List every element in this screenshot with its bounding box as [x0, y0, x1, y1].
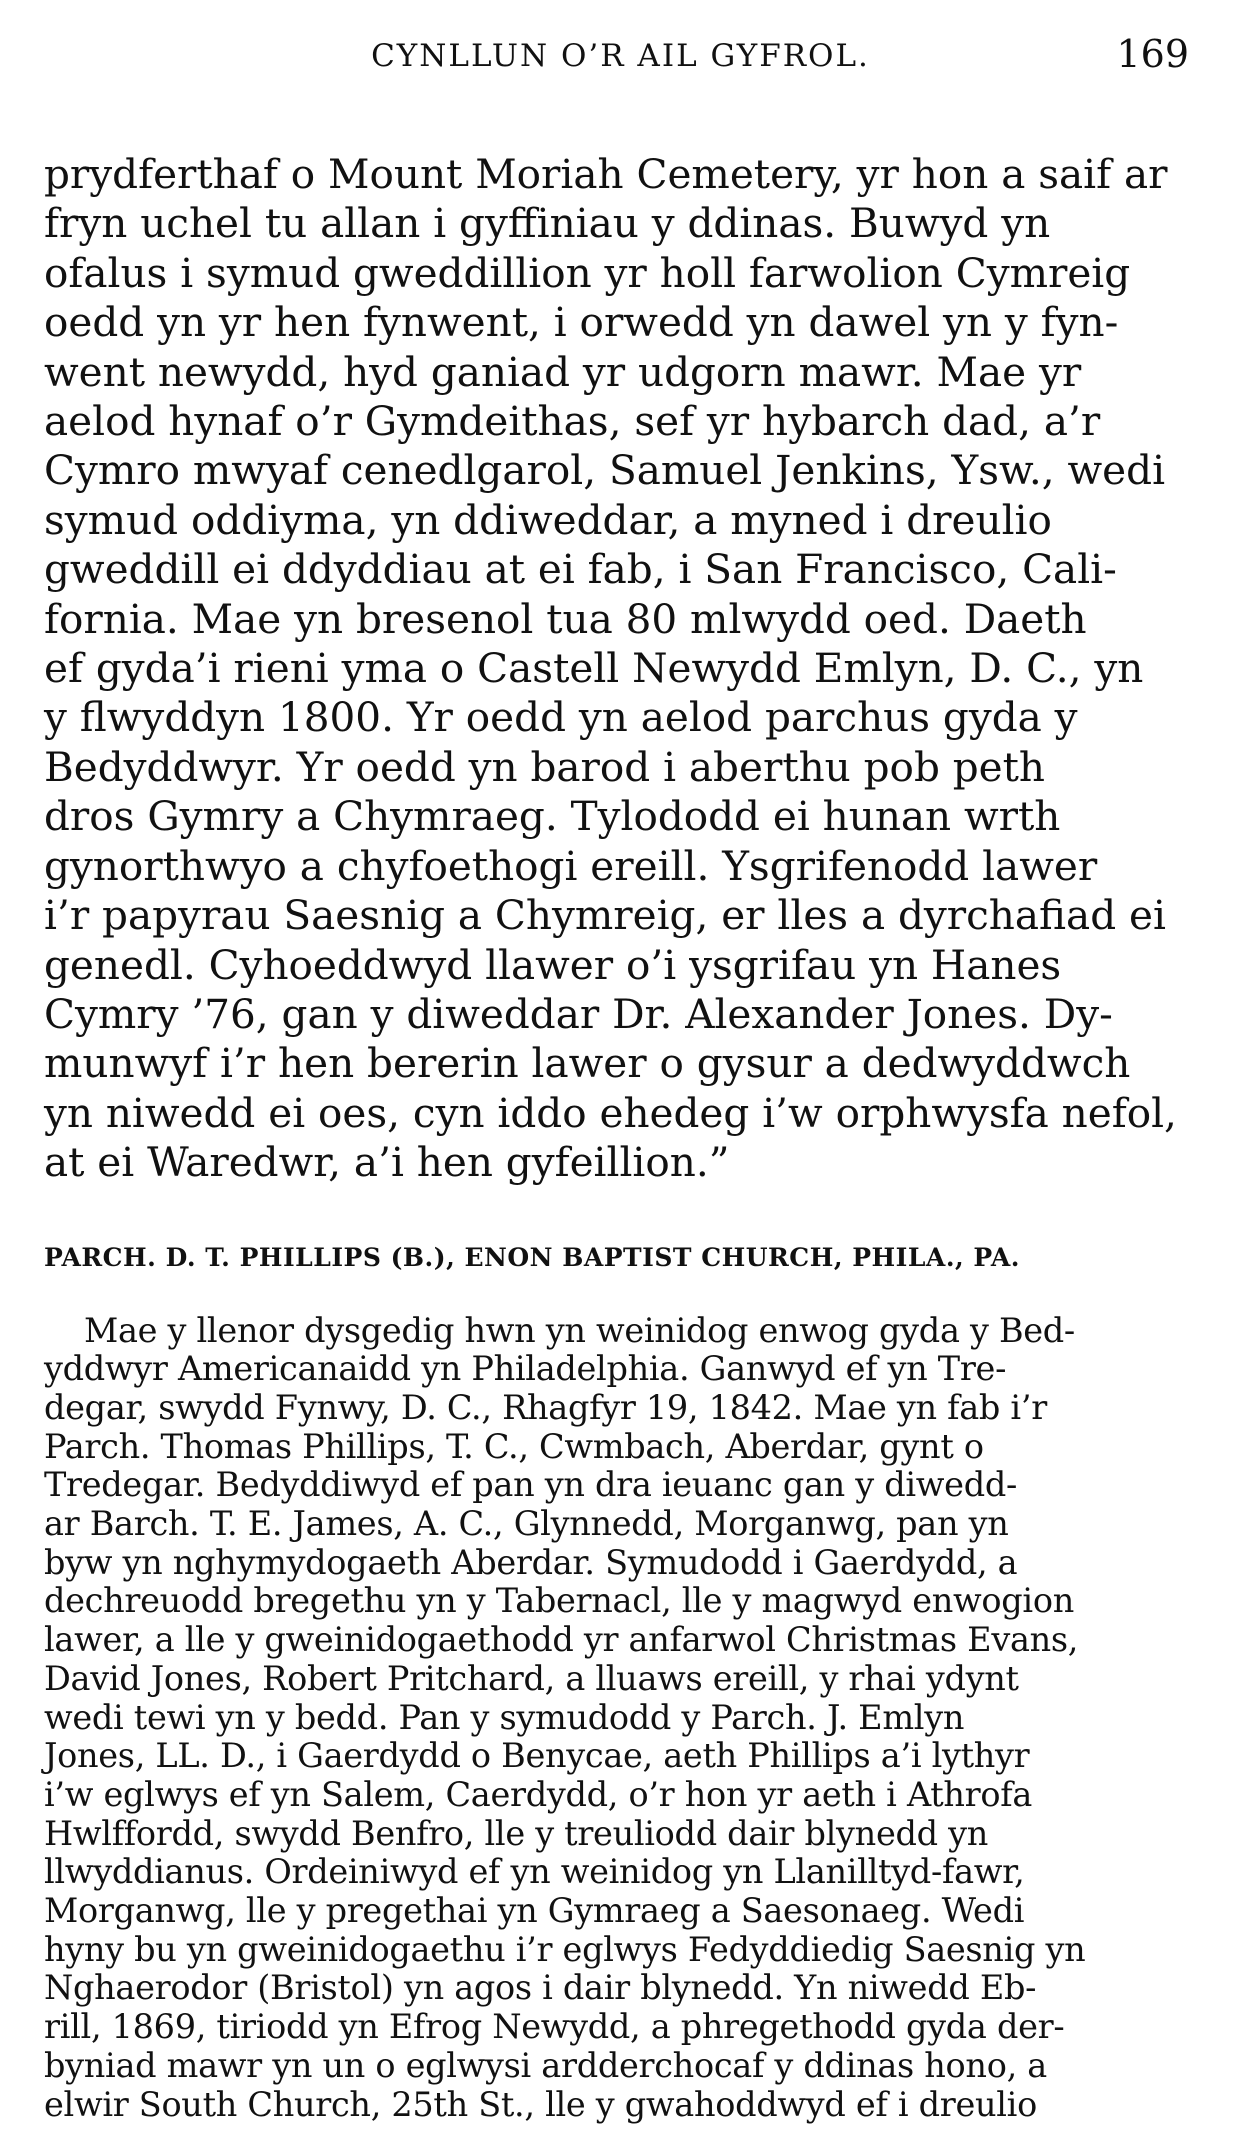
text-line: hyny bu yn gweinidogaethu i’r eglwys Fedyddiedig Saesnig yn — [44, 1929, 1086, 1969]
text-line: Cymro mwyaf cenedlgarol, Samuel Jenkins, Ysw., wedi — [44, 446, 1166, 495]
text-line: dechreuodd bregethu yn y Tabernacl, lle y magwyd enwogion — [44, 1581, 1074, 1621]
text-line: i’r papyrau Saesnig a Chymreig, er lles a dyrchafiad ei — [44, 891, 1166, 940]
text-line: ef gyda’i rieni yma o Castell Newydd Emlyn, D. C., yn — [44, 644, 1144, 693]
text-line: degar, swydd Fynwy, D. C., Rhagfyr 19, 1842. Mae yn fab i’r — [44, 1387, 1047, 1427]
text-line: lawer, a lle y gweinidogaethodd yr anfarwol Christmas Evans, — [44, 1620, 1079, 1660]
text-line: symud oddiyma, yn ddiweddar, a myned i dreulio — [44, 495, 1052, 544]
text-line: Tredegar. Bedyddiwyd ef pan yn dra ieuanc gan y diwedd- — [44, 1465, 1018, 1505]
text-line: went newydd, hyd ganiad yr udgorn mawr. Mae yr — [44, 347, 1082, 396]
text-line: Morganwg, lle y pregethai yn Gymraeg a Saesonaeg. Wedi — [44, 1891, 1025, 1931]
text-line: yddwyr Americanaidd yn Philadelphia. Ganwyd ef yn Tre- — [44, 1349, 1007, 1389]
text-line: ofalus i symud gweddillion yr holl farwolion Cymreig — [44, 248, 1131, 297]
running-header — [44, 28, 1197, 88]
text-line: Parch. Thomas Phillips, T. C., Cwmbach, Aberdar, gynt o — [44, 1426, 984, 1466]
text-line: Nghaerodor (Bristol) yn agos i dair blynedd. Yn niwedd Eb- — [44, 1968, 1037, 2008]
text-line: y flwyddyn 1800. Yr oedd yn aelod parchus gyda y — [44, 693, 1078, 742]
text-line: aelod hynaf o’r Gymdeithas, sef yr hybarch dad, a’r — [44, 397, 1101, 446]
text-line: prydferthaf o Mount Moriah Cemetery, yr hon a saif ar — [44, 150, 1168, 198]
text-line: yn niwedd ei oes, cyn iddo ehedeg i’w orphwysfa nefol, — [44, 1088, 1177, 1137]
text-line: at ei Waredwr, a’i hen gyfeillion.” — [44, 1138, 730, 1187]
page-number: 169 — [1116, 32, 1189, 76]
text-line: dros Gymry a Chymraeg. Tylododd ei hunan wrth — [44, 792, 1061, 841]
section-heading: PARCH. D. T. PHILLIPS (B.), ENON BAPTIST CHURCH, PHILA., PA. — [44, 1242, 1021, 1272]
text-line: llwyddianus. Ordeiniwyd ef yn weinidog yn Llanilltyd-fawr, — [44, 1852, 1025, 1892]
paragraph-continued — [44, 150, 1197, 1188]
text-line: rill, 1869, tiriodd yn Efrog Newydd, a phregethodd gyda der- — [44, 2007, 1065, 2047]
text-line: elwir South Church, 25th St., lle y gwahoddwyd ef i dreulio — [44, 2084, 1037, 2124]
biography-paragraph — [44, 1312, 1197, 2125]
text-line: byw yn nghymydogaeth Aberdar. Symudodd i Gaerdydd, a — [44, 1542, 1018, 1582]
text-line: fornia. Mae yn bresenol tua 80 mlwydd oed. Daeth — [44, 594, 1087, 643]
text-line: gweddill ei ddyddiau at ei fab, i San Francisco, Cali- — [44, 545, 1117, 594]
text-line: i’w eglwys ef yn Salem, Caerdydd, o’r hon yr aeth i Athrofa — [44, 1774, 1033, 1814]
text-line: gynorthwyo a chyfoethogi ereill. Ysgrifenodd lawer — [44, 841, 1098, 890]
text-line: genedl. Cyhoeddwyd llawer o’i ysgrifau yn Hanes — [44, 940, 1062, 989]
text-line: byniad mawr yn un o eglwysi ardderchocaf y ddinas hono, a — [44, 2045, 1047, 2085]
text-line: Cymry ’76, gan y diweddar Dr. Alexander Jones. Dy- — [44, 989, 1113, 1038]
text-line: oedd yn yr hen fynwent, i orwedd yn dawel yn y fyn- — [44, 298, 1119, 347]
text-line: ar Barch. T. E. James, A. C., Glynnedd, Morganwg, pan yn — [44, 1504, 1009, 1544]
text-line: Mae y llenor dysgedig hwn yn weinidog enwog gyda y Bed- — [84, 1310, 1075, 1350]
text-line: Jones, LL. D., i Gaerdydd o Benycae, aeth Phillips a’i lythyr — [44, 1736, 1030, 1776]
text-line: Bedyddwyr. Yr oedd yn barod i aberthu pob peth — [44, 742, 1045, 791]
text-line: munwyf i’r hen bererin lawer o gysur a dedwyddwch — [44, 1039, 1131, 1088]
text-line: wedi tewi yn y bedd. Pan y symudodd y Parch. J. Emlyn — [44, 1697, 965, 1737]
running-title: CYNLLUN O’R AIL GYFROL. — [371, 38, 870, 74]
text-line: Hwlffordd, swydd Benfro, lle y treuliodd dair blynedd yn — [44, 1813, 989, 1853]
text-line: fryn uchel tu allan i gyffiniau y ddinas. Buwyd yn — [44, 199, 1051, 248]
text-line: David Jones, Robert Pritchard, a lluaws ereill, y rhai ydynt — [44, 1658, 1019, 1698]
